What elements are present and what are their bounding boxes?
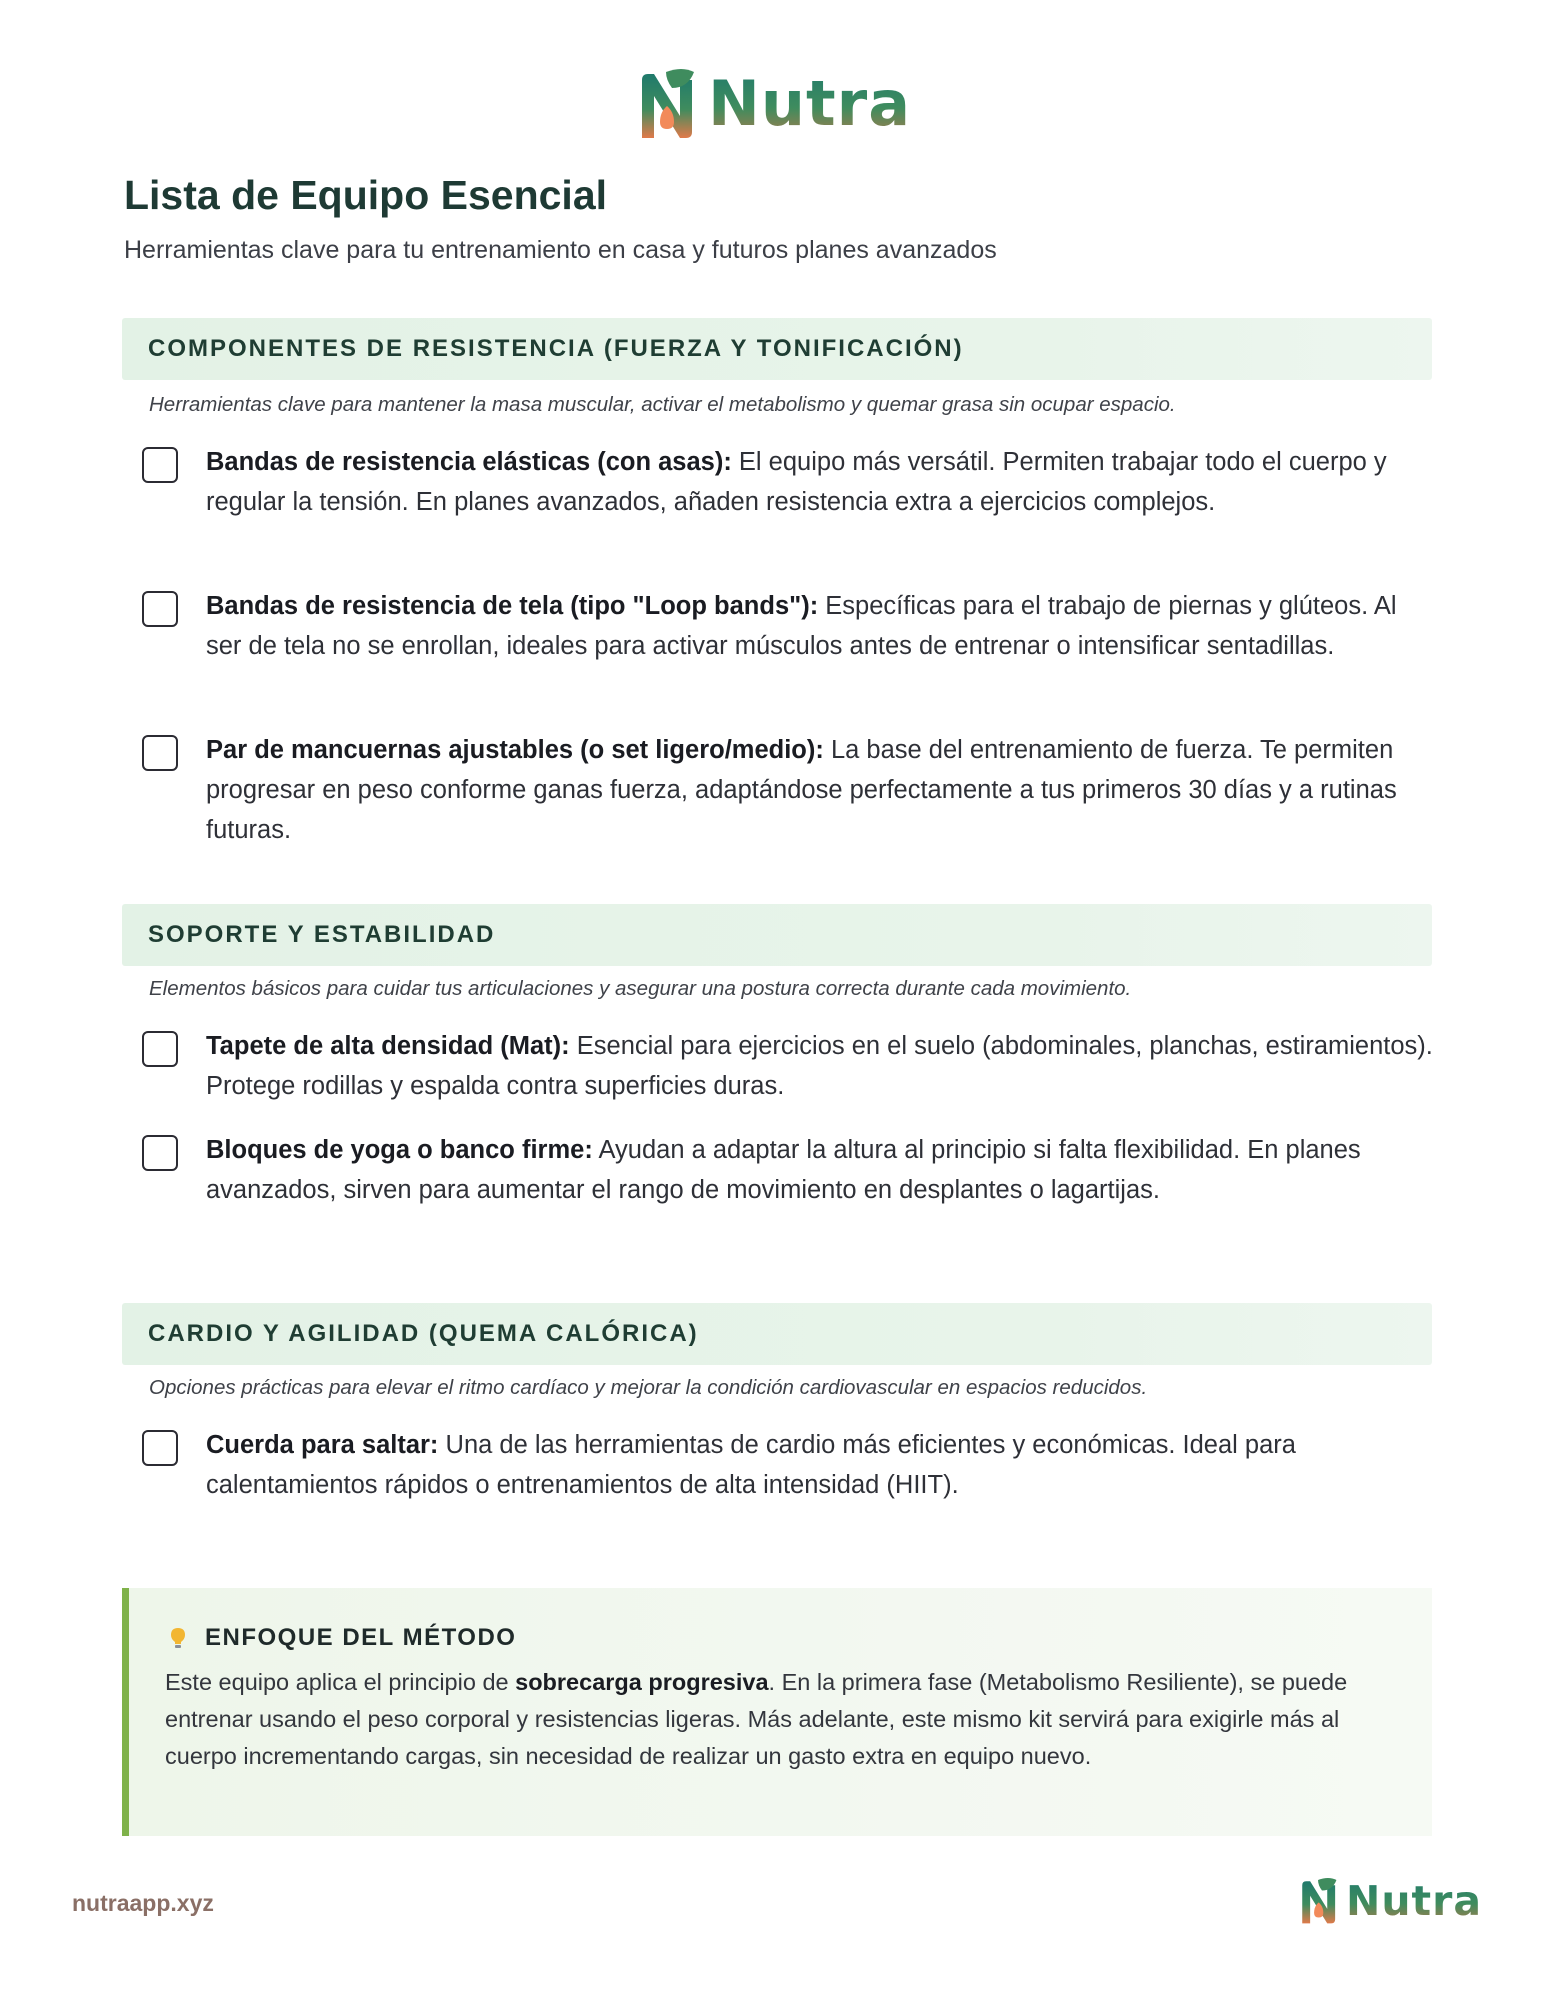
callout-title-text: ENFOQUE DEL MÉTODO	[205, 1624, 517, 1651]
section-header-cardio	[122, 1303, 1432, 1365]
lightbulb-icon	[165, 1625, 191, 1651]
callout-body-end: . En la primera fase (Metabolismo Resiliente), se puede entrenar usando el peso corporal y resistencias ligeras. Más adelante, este mismo kit servirá para exigirle más al cuerpo incrementando cargas, sin necesidad de realizar un gasto extra en equipo nuevo.	[165, 1669, 1348, 1769]
checkbox[interactable]	[142, 1135, 178, 1171]
section-header-resistencia	[122, 318, 1432, 380]
section-title: SOPORTE Y ESTABILIDAD	[148, 921, 496, 948]
brand-name: Nutra	[708, 67, 912, 140]
section-description: Herramientas clave para mantener la masa muscular, activar el metabolismo y quemar grasa sin ocupar espacio.	[149, 393, 1176, 416]
checklist-item	[142, 1026, 1442, 1106]
leaf-n-logo-icon	[1298, 1876, 1342, 1926]
section-description: Elementos básicos para cuidar tus articulaciones y asegurar una postura correcta durante cada movimiento.	[149, 977, 1132, 1000]
checklist-item	[142, 730, 1442, 850]
callout-body-highlight: sobrecarga progresiva	[515, 1669, 769, 1695]
checklist-item	[142, 586, 1442, 666]
footer-brand-name: Nutra	[1346, 1877, 1482, 1925]
item-name: Cuerda para saltar:	[206, 1431, 439, 1459]
callout-title	[165, 1624, 1432, 1652]
item-description: La base del entrenamiento de fuerza. Te permiten progresar en peso conforme ganas fuerza, adaptándose perfectamente a tus primeros 30 días y a rutinas futuras.	[206, 736, 1397, 844]
item-description: El equipo más versátil. Permiten trabajar todo el cuerpo y regular la tensión. En planes avanzados, añaden resistencia extra a ejercicios complejos.	[206, 448, 1387, 516]
callout-body	[165, 1664, 1365, 1775]
item-name: Bandas de resistencia de tela (tipo "Loop bands"):	[206, 592, 819, 620]
section-header-soporte	[122, 904, 1432, 966]
item-name: Bloques de yoga o banco firme:	[206, 1136, 593, 1164]
brand-logo	[636, 66, 911, 142]
item-description: Ayudan a adaptar la altura al principio si falta flexibilidad. En planes avanzados, sirven para aumentar el rango de movimiento en desplantes o lagartijas.	[206, 1136, 1361, 1204]
checkbox[interactable]	[142, 1430, 178, 1466]
item-description: Específicas para el trabajo de piernas y glúteos. Al ser de tela no se enrollan, ideales para activar músculos antes de entrenar o intensificar sentadillas.	[206, 592, 1397, 660]
section-title: COMPONENTES DE RESISTENCIA (FUERZA Y TONIFICACIÓN)	[148, 335, 964, 362]
checklist-item	[142, 1425, 1442, 1505]
checkbox[interactable]	[142, 447, 178, 483]
checklist-item	[142, 1130, 1442, 1210]
footer-brand-logo	[1298, 1876, 1482, 1926]
checkbox[interactable]	[142, 1031, 178, 1067]
page-subtitle: Herramientas clave para tu entrenamiento en casa y futuros planes avanzados	[124, 236, 997, 264]
item-text	[206, 1425, 1436, 1505]
leaf-n-logo-icon	[636, 66, 702, 142]
method-callout	[122, 1588, 1432, 1836]
checklist-item	[142, 442, 1442, 522]
item-text	[206, 1026, 1436, 1106]
item-name: Bandas de resistencia elásticas (con asas):	[206, 448, 732, 476]
item-description: Una de las herramientas de cardio más eficientes y económicas. Ideal para calentamientos rápidos o entrenamientos de alta intensidad (HIIT).	[206, 1431, 1296, 1499]
footer-url[interactable]: nutraapp.xyz	[72, 1890, 214, 1916]
page-title: Lista de Equipo Esencial	[124, 172, 608, 218]
checkbox[interactable]	[142, 591, 178, 627]
section-description: Opciones prácticas para elevar el ritmo cardíaco y mejorar la condición cardiovascular en espacios reducidos.	[149, 1376, 1148, 1399]
item-text	[206, 1130, 1436, 1210]
item-text	[206, 442, 1436, 522]
item-text	[206, 730, 1436, 850]
section-title: CARDIO Y AGILIDAD (QUEMA CALÓRICA)	[148, 1320, 699, 1347]
item-text	[206, 586, 1436, 666]
checkbox[interactable]	[142, 735, 178, 771]
callout-body-start: Este equipo aplica el principio de	[165, 1669, 516, 1695]
item-description: Esencial para ejercicios en el suelo (abdominales, planchas, estiramientos). Protege rodillas y espalda contra superficies duras.	[206, 1032, 1433, 1100]
item-name: Tapete de alta densidad (Mat):	[206, 1032, 570, 1060]
item-name: Par de mancuernas ajustables (o set ligero/medio):	[206, 736, 824, 764]
